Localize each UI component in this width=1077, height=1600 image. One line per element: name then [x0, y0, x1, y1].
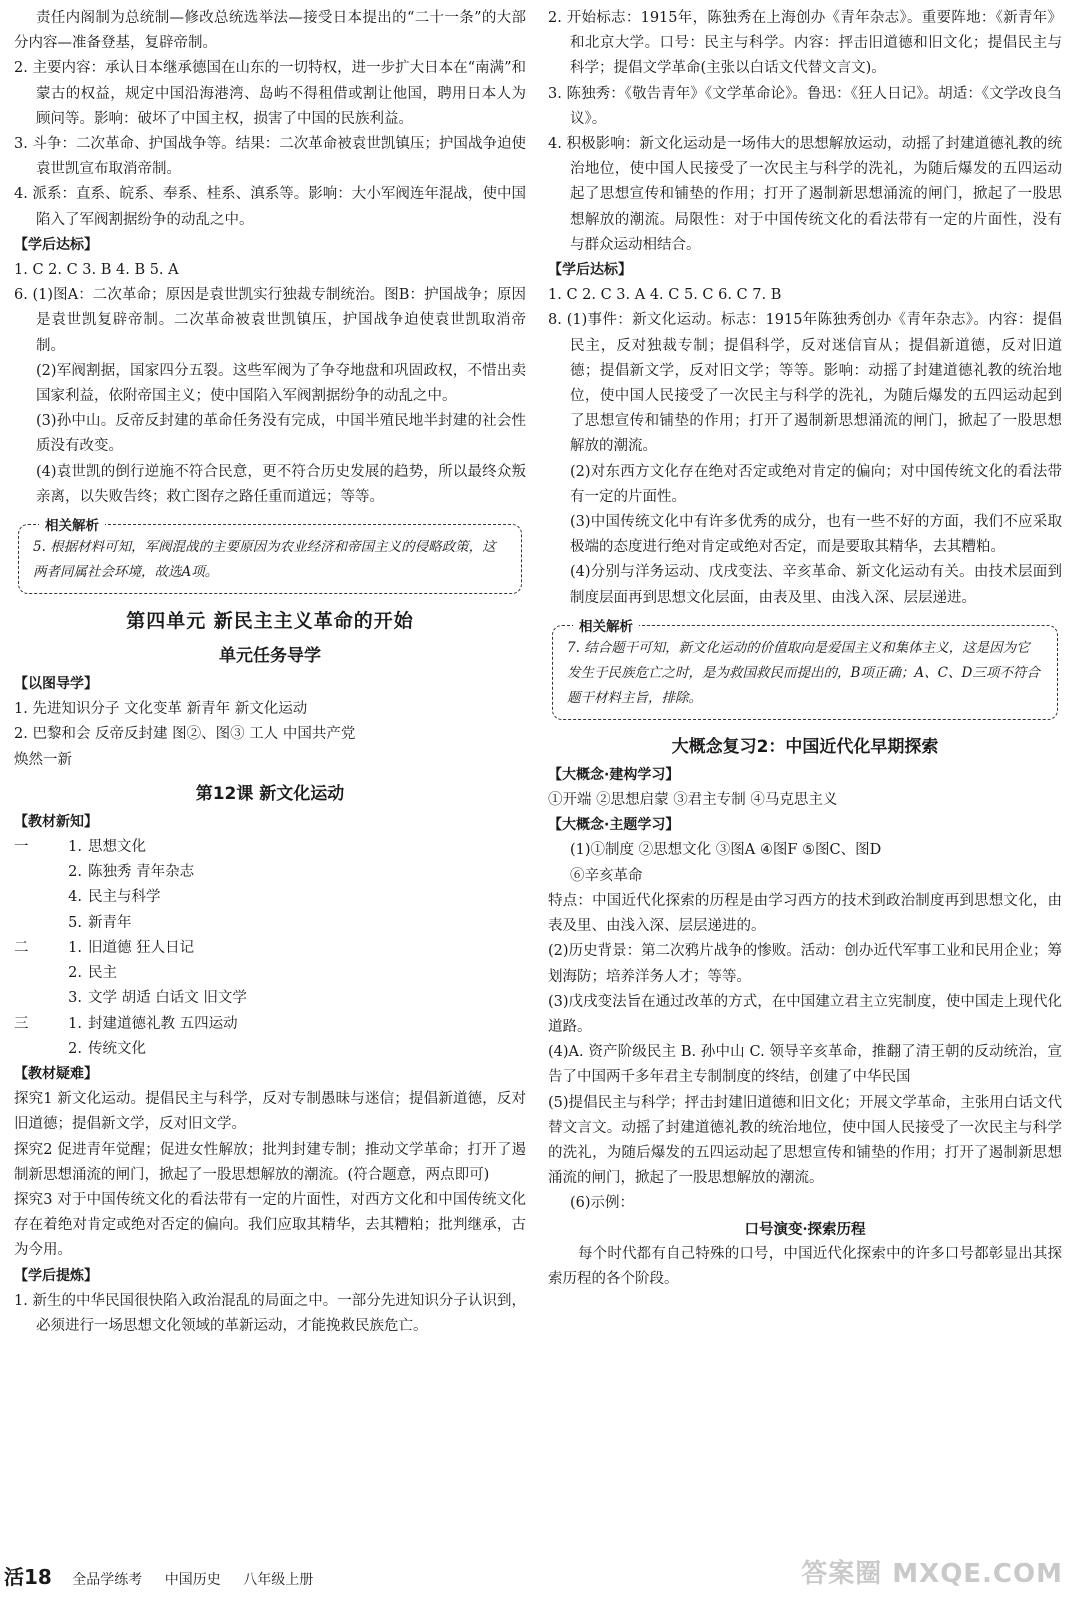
- unit-subtitle: 单元任务导学: [219, 646, 321, 667]
- tilian-1: 1. 新生的中华民国很快陷入政治混乱的局面之中。一部分先进知识分子认识到，必须进行一场思想文化领域的革新运动，才能挽救民族危亡。: [14, 1292, 526, 1334]
- left-top-line-3: 4. 派系：直系、皖系、奉系、桂系、滇系等。影响：大小军阀连年混战，使中国陷入了军阀割据纷争的动乱之中。: [14, 186, 526, 228]
- right-top-line-1: 3. 陈独秀：《敬告青年》《文学革命论》。鲁迅：《狂人日记》。胡适：《文学改良刍议》。: [548, 85, 1062, 127]
- left-top-line-2: 3. 斗争：二次革命、护国战争等。结果：二次革命被袁世凯镇压；护国战争迫使袁世凯宣布取消帝制。: [14, 136, 526, 178]
- zhuti-4: (2)历史背景：第二次鸦片战争的惨败。活动：创办近代军事工业和民用企业；筹划海防；培养洋务人才；等等。: [548, 943, 1062, 985]
- grade-name: 八年级上册: [243, 1572, 314, 1588]
- section-xinzhi: 【教材新知】: [14, 813, 98, 830]
- analysis-label: 相关解析: [39, 514, 105, 539]
- review-title: 大概念复习2：中国近代化早期探索: [671, 736, 939, 757]
- zhuti-5: (3)戊戌变法旨在通过改革的方式，在中国建立君主立宪制度，使中国走上现代化道路。: [548, 993, 1062, 1035]
- analysis-box-2: [552, 618, 1058, 720]
- yitu-line-3: 焕然一新: [14, 751, 72, 768]
- zhuti-8: (6)示例：: [570, 1195, 635, 1212]
- section-tilian: 【学后提炼】: [14, 1267, 98, 1284]
- q6-part-4: (4)袁世凯的倒行逆施不符合民意，更不符合历史发展的趋势，所以最终众叛亲离，以失败告终；救亡图存之路任重而道远；等等。: [36, 463, 526, 505]
- section-yinan: 【教材疑难】: [14, 1065, 98, 1082]
- list-item: 4. 民主与科学: [68, 889, 161, 906]
- q6-part-3: (3)孙中山。反帝反封建的革命任务没有完成，中国半殖民地半封建的社会性质没有改变。: [36, 413, 526, 455]
- jiangou-line: ①开端 ②思想启蒙 ③君主专制 ④马克思主义: [548, 792, 838, 809]
- q6-part-1: 6. (1)图A：二次革命；原因是袁世凯实行独裁专制统治。图B：护国战争；原因是袁世凯复辟帝制。二次革命被袁世凯镇压，护国战争迫使袁世凯取消帝制。: [14, 287, 526, 354]
- left-top-line-0: 责任内阁制为总统制—修改总统选举法—接受日本提出的“二十一条”的大部分内容—准备登基，复辟帝制。: [14, 10, 526, 52]
- zhuti-1: (1)①制度 ②思想文化 ③图A ④图F ⑤图C、图D: [570, 842, 882, 859]
- slogan-title: 口号演变·探索历程: [744, 1220, 866, 1238]
- right-top-line-0: 2. 开始标志：1915年，陈独秀在上海创办《青年杂志》。重要阵地：《新青年》和北京大学。口号：民主与科学。内容：抨击旧道德和旧文化；提倡民主与科学；提倡文学革命(主张以白话文代替文言文)。: [548, 10, 1062, 77]
- list-item: 二 1. 旧道德 狂人日记: [14, 939, 195, 956]
- q6-part-2: (2)军阀割据，国家四分五裂。这些军阀为了争夺地盘和巩固政权，不惜出卖国家利益，依附帝国主义；使中国陷入军阀割据纷争的动乱之中。: [36, 362, 526, 405]
- zhuti-3: 特点：中国近代化探索的历程是由学习西方的技术到政治制度再到思想文化，由表及里、由浅入深、层层递进的。: [548, 892, 1062, 935]
- tanjiu-1: 探究1 新文化运动。提倡民主与科学，反对专制愚昧与迷信；提倡新道德，反对旧道德；提倡新文学，反对旧文学。: [14, 1091, 526, 1133]
- zhuti-6: (4)A. 资产阶级民主 B. 孙中山 C. 领导辛亥革命，推翻了清王朝的反动统治，宣告了中国两千多年君主专制制度的终结，创建了中华民国: [548, 1044, 1062, 1086]
- analysis-text: 5. 根据材料可知，军阀混战的主要原因为农业经济和帝国主义的侵略政策，这两者同属社会环境，故选A项。: [33, 539, 496, 581]
- list-item: 3. 文学 胡适 白话文 旧文学: [68, 990, 247, 1007]
- answers-row: 1. C 2. C 3. B 4. B 5. A: [14, 262, 179, 279]
- list-item: 5. 新青年: [68, 914, 132, 931]
- q8-part-3: (3)中国传统文化中有许多优秀的成分，也有一些不好的方面，我们不应采取极端的态度进行绝对肯定或绝对否定，而是要取其精华，去其糟粕。: [570, 514, 1062, 556]
- left-column: [14, 6, 526, 1339]
- left-top-line-1: 2. 主要内容：承认日本继承德国在山东的一切特权，进一步扩大日本在“南满”和蒙古的权益，规定中国沿海港湾、岛屿不得租借或割让他国，聘用日本人为顾问等。影响：破坏了中国主权，损害了中国的民族利益。: [14, 60, 526, 127]
- section-xuehou-dabiao: 【学后达标】: [14, 236, 98, 253]
- q8-part-4: (4)分别与洋务运动、戊戌变法、辛亥革命、新文化运动有关。由技术层面到制度层面再到思想文化层面，由表及里、由浅入深、层层递进。: [570, 564, 1062, 606]
- section-zhuti: 【大概念·主题学习】: [548, 817, 680, 834]
- list-item: 2. 民主: [68, 965, 117, 982]
- analysis-label-2: 相关解析: [573, 615, 639, 640]
- lesson-title: 第12课 新文化运动: [195, 783, 345, 804]
- tanjiu-2: 探究2 促进青年觉醒；促进女性解放；批判封建专制；推动文学革命；打开了遏制新思想涌流的闸门，掀起了一股思想解放的潮流。(符合题意，两点即可): [14, 1141, 526, 1183]
- yitu-line-1: 1. 先进知识分子 文化变革 新青年 新文化运动: [14, 701, 308, 718]
- subject-name: 中国历史: [164, 1572, 221, 1588]
- list-item: 三 1. 封建道德礼教 五四运动: [14, 1015, 238, 1032]
- zhuti-2: ⑥辛亥革命: [570, 867, 643, 884]
- list-item: 2. 传统文化: [68, 1040, 146, 1057]
- analysis-text-2: 7. 结合题干可知，新文化运动的价值取向是爱国主义和集体主义，这是因为它发生于民族危亡之时，是为救国救民而提出的，B项正确；A、C、D三项不符合题干材料主旨，排除。: [567, 639, 1040, 706]
- slogan-text: 每个时代都有自己特殊的口号，中国近代化探索中的许多口号都彰显出其探索历程的各个阶段。: [548, 1245, 1062, 1287]
- tanjiu-3: 探究3 对于中国传统文化的看法带有一定的片面性，对西方文化和中国传统文化存在着绝对肯定或绝对否定的偏向。我们应取其精华，去其糟粕；批判继承，古为今用。: [14, 1191, 526, 1259]
- right-top-line-2: 4. 积极影响：新文化运动是一场伟大的思想解放运动，动摇了封建道德礼教的统治地位，使中国人民接受了一次民主与科学的洗礼，为随后爆发的五四运动起了思想宣传和铺垫的作用；打开了遏制新思想涌流的闸门，掀起了一股思想解放的潮流。局限性：对于中国传统文化的看法带有一定的片面性，没有与群众运动相结合。: [548, 136, 1062, 253]
- q8-part-2: (2)对东西方文化存在绝对否定或绝对肯定的偏向；对中国传统文化的看法带有一定的片面性。: [570, 463, 1062, 505]
- section-xuehou-dabiao-2: 【学后达标】: [548, 262, 632, 279]
- list-item: 一 1. 思想文化: [14, 839, 146, 856]
- right-column: [548, 6, 1062, 1292]
- brand-name: 全品学练考: [72, 1572, 143, 1588]
- page-footer: [4, 1561, 331, 1590]
- section-jiangou: 【大概念·建构学习】: [548, 766, 680, 783]
- page-number: 活18: [4, 1565, 52, 1589]
- section-yitu: 【以图导学】: [14, 676, 98, 693]
- q8-part-1: 8. (1)事件：新文化运动。标志：1915年陈独秀创办《青年杂志》。内容：提倡民主，反对独裁专制；提倡科学，反对迷信盲从；提倡新道德，反对旧道德；提倡新文学，反对旧文学；等等。影响：动摇了封建道德礼教的统治地位，使中国人民接受了一次民主与科学的洗礼，为随后爆发的五四运动起到了思想宣传和铺垫的作用；打开了遏制新思想涌流的闸门，掀起了一股思想解放的潮流。: [548, 312, 1062, 455]
- answers-row-2: 1. C 2. C 3. A 4. C 5. C 6. C 7. B: [548, 287, 782, 304]
- analysis-box-1: [18, 518, 522, 594]
- watermark: 答案圈 MXQE.COM: [801, 1559, 1063, 1589]
- xinzhi-list: [14, 835, 526, 1062]
- zhuti-7: (5)提倡民主与科学；抨击封建旧道德和旧文化；开展文学革命，主张用白话文代替文言文。动摇了封建道德礼教的统治地位，使中国人民接受了一次民主与科学的洗礼，为随后爆发的五四运动起了思想宣传和铺垫的作用；打开了遏制新思想涌流的闸门，掀起了一股思想解放的潮流。: [548, 1094, 1062, 1187]
- unit-title: 第四单元 新民主主义革命的开始: [126, 610, 414, 633]
- yitu-line-2: 2. 巴黎和会 反帝反封建 图②、图③ 工人 中国共产党: [14, 726, 356, 743]
- list-item: 2. 陈独秀 青年杂志: [68, 864, 195, 881]
